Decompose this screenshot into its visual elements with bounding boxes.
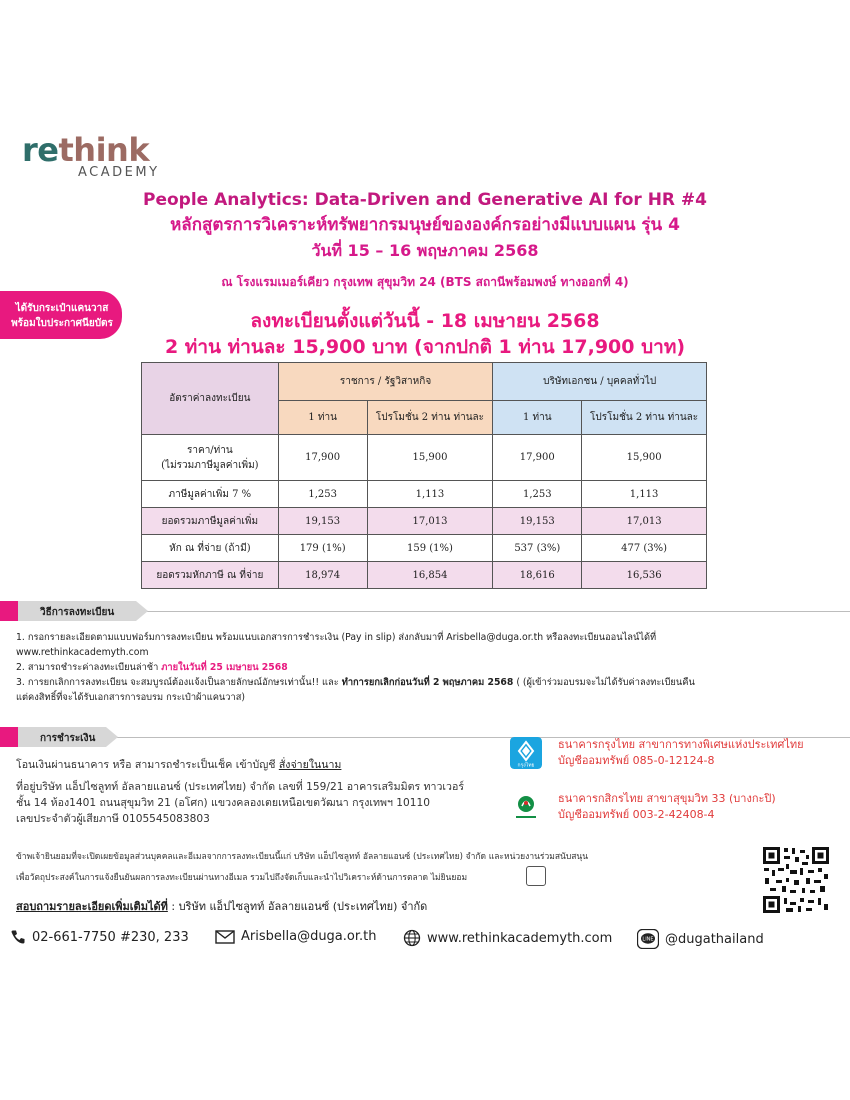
bank-account: บัญชีออมทรัพย์ 085-0-12124-8 xyxy=(558,754,715,767)
step-2-deadline: ภายในวันที่ 25 เมษายน 2568 xyxy=(161,662,288,673)
kasikorn-bank-icon xyxy=(510,791,542,823)
table-cell: 1,113 xyxy=(367,481,493,508)
step-3-cont: แต่คงสิทธิ์ที่จะได้รับเอกสารการอบรม กระเป๋าผ้าแคนวาส) xyxy=(16,692,246,703)
company-address-2: ชั้น 14 ห้อง1401 ถนนสุขุมวิท 21 (อโศก) แขวงคลองเตยเหนือเขตวัฒนา กรุงเทพฯ 10110 xyxy=(16,797,430,809)
krungthai-bank-icon xyxy=(510,737,542,769)
line-app-icon xyxy=(637,929,659,949)
row-label: ภาษีมูลค่าเพิ่ม 7 % xyxy=(142,481,279,508)
registration-deadline: ลงทะเบียนตั้งแต่วันนี้ - 18 เมษายน 2568 xyxy=(250,310,600,332)
table-cell: 18,616 xyxy=(493,562,582,589)
inquiry-value: : บริษัท แอ็ปไซลูทท์ อัลลายแอนซ์ (ประเทศไทย) จำกัด xyxy=(167,900,428,913)
table-row xyxy=(142,508,707,535)
table-cell: 19,153 xyxy=(493,508,582,535)
table-cell: 1,253 xyxy=(493,481,582,508)
step-3 xyxy=(16,675,836,690)
table-cell: 1,113 xyxy=(582,481,707,508)
line-id: @dugathailand xyxy=(665,931,764,947)
inquiry-label: สอบถามรายละเอียดเพิ่มเติมได้ที่ xyxy=(16,900,168,913)
inquiry-line xyxy=(16,897,427,915)
phone-number: 02-661-7750 #230, 233 xyxy=(32,929,189,945)
consent-decline-checkbox[interactable] xyxy=(526,866,546,886)
rethink-academy-logo xyxy=(22,133,160,180)
logo-wordmark xyxy=(22,133,160,167)
logo-part-re: re xyxy=(22,131,59,169)
step-2 xyxy=(16,660,836,675)
badge-line-1: ได้รับกระเป๋าแคนวาส xyxy=(15,303,109,314)
step-2-text: 2. สามารถชำระค่าลงทะเบียนล่าช้า xyxy=(16,662,162,673)
table-cell: 18,974 xyxy=(278,562,367,589)
table-row xyxy=(142,562,707,589)
row-label-line-2: (ไม่รวมภาษีมูลค่าเพิ่ม) xyxy=(161,459,259,471)
course-date: วันที่ 15 – 16 พฤษภาคม 2568 xyxy=(311,241,539,260)
fee-group-government: ราชการ / รัฐวิสาหกิจ xyxy=(278,363,493,401)
step-1-text: 1. กรอกรายละเอียดตามแบบฟอร์มการลงทะเบียน พร้อมแนบเอกสารการชำระเงิน (Pay in slip) ส่งกลับมาที่ Arisbella@duga.or.th หรือลงทะเบียนออนไลน์ได้ที่ xyxy=(16,632,657,643)
consent-text-1: ข้าพเจ้ายินยอมที่จะเปิดเผยข้อมูลส่วนบุคคลและอีเมลจากการลงทะเบียนนี้แก่ บริษัท แอ็ปไซลูทท์ อัลลายแอนซ์ (ประเทศไทย) จำกัด และหน่วยงานร่วมสนับสนุน xyxy=(16,852,589,862)
bank-name: ธนาคารกสิกรไทย สาขาสุขุมวิท 33 (บางกะปิ) xyxy=(558,792,776,805)
step-3-deadline: ทำการยกเลิกก่อนวันที่ 2 พฤษภาคม 2568 xyxy=(341,677,514,688)
payment-method-text: โอนเงินผ่านธนาคาร หรือ สามารถชำระเป็นเช็ค เข้าบัญชี xyxy=(16,759,279,771)
row-label-line-1: ราคา/ท่าน xyxy=(187,444,233,456)
table-cell: 17,013 xyxy=(367,508,493,535)
payment-payee-label: สั่งจ่ายในนาม xyxy=(278,759,342,771)
table-cell: 15,900 xyxy=(367,435,493,481)
registration-price: 2 ท่าน ท่านละ 15,900 บาท (จากปกติ 1 ท่าน 17,900 บาท) xyxy=(164,336,686,358)
row-label: หัก ณ ที่จ่าย (ถ้ามี) xyxy=(142,535,279,562)
table-cell: 17,900 xyxy=(493,435,582,481)
table-cell: 19,153 xyxy=(278,508,367,535)
table-cell: 15,900 xyxy=(582,435,707,481)
fee-table-corner: อัตราค่าลงทะเบียน xyxy=(142,363,279,435)
table-row xyxy=(142,535,707,562)
fee-subheader: 1 ท่าน xyxy=(278,401,367,435)
section-header-payment: การชำระเงิน xyxy=(0,727,106,747)
course-title-th: หลักสูตรการวิเคราะห์ทรัพยากรมนุษย์ขององค์กรอย่างมีแบบแผน รุ่น 4 xyxy=(170,215,680,235)
envelope-icon xyxy=(215,930,235,944)
svg-text:LINE: LINE xyxy=(642,936,654,943)
bank-name: ธนาคารกรุงไทย สาขาการทางพิเศษแห่งประเทศไทย xyxy=(558,738,804,751)
fee-table xyxy=(141,362,707,589)
registration-steps xyxy=(16,630,836,705)
course-title-en: People Analytics: Data-Driven and Generative AI for HR #4 xyxy=(142,190,707,210)
table-cell: 1,253 xyxy=(278,481,367,508)
step-1 xyxy=(16,630,836,645)
table-cell: 16,536 xyxy=(582,562,707,589)
payment-details xyxy=(16,757,486,827)
fee-subheader: 1 ท่าน xyxy=(493,401,582,435)
table-cell: 477 (3%) xyxy=(582,535,707,562)
step-3-note: ( (ผู้เข้าร่วมอบรมจะไม่ได้รับค่าลงทะเบียนคืน xyxy=(513,677,695,688)
bank-info xyxy=(558,791,840,823)
website-url: www.rethinkacademyth.com xyxy=(427,930,613,946)
contact-footer xyxy=(10,929,840,949)
company-address-1: ที่อยู่บริษัท แอ็ปไซลูทท์ อัลลายแอนซ์ (ประเทศไทย) จำกัด เลขที่ 159/21 อาคารเสริมมิตร ทาวเวอร์ xyxy=(16,781,465,793)
bank-info xyxy=(558,737,840,769)
table-row xyxy=(142,435,707,481)
table-row xyxy=(142,481,707,508)
contact-website[interactable] xyxy=(403,929,612,947)
table-cell: 159 (1%) xyxy=(367,535,493,562)
table-cell: 537 (3%) xyxy=(493,535,582,562)
payment-method xyxy=(16,757,486,773)
table-cell: 17,900 xyxy=(278,435,367,481)
table-cell: 179 (1%) xyxy=(278,535,367,562)
svg-text:กรุงไทย: กรุงไทย xyxy=(517,762,535,769)
contact-phone[interactable] xyxy=(10,929,189,945)
qr-code-icon xyxy=(762,846,830,914)
contact-email[interactable] xyxy=(215,929,376,944)
logo-subtitle: ACADEMY xyxy=(78,165,160,180)
logo-part-think: think xyxy=(58,131,150,169)
step-3-text: 3. การยกเลิกการลงทะเบียน จะสมบูรณ์ต้องแจ้งเป็นลายลักษณ์อักษรเท่านั้น!! และ xyxy=(16,677,342,688)
bank-account: บัญชีออมทรัพย์ 003-2-42408-4 xyxy=(558,808,715,821)
step-1-link[interactable]: www.rethinkacademyth.com xyxy=(16,647,149,658)
badge-line-2: พร้อมใบประกาศนียบัตร xyxy=(11,318,113,329)
phone-icon xyxy=(10,929,26,945)
contact-line[interactable] xyxy=(637,929,764,949)
registration-promo xyxy=(120,308,730,360)
table-cell: 16,854 xyxy=(367,562,493,589)
course-venue: ณ โรงแรมเมอร์เคียว กรุงเทพ สุขุมวิท 24 (BTS สถานีพร้อมพงษ์ ทางออกที่ 4) xyxy=(221,275,629,289)
fee-subheader: โปรโมชั่น 2 ท่าน ท่านละ xyxy=(582,401,707,435)
course-title-block xyxy=(0,188,850,292)
company-tax-id: เลขประจำตัวผู้เสียภาษี 0105545083803 xyxy=(16,813,210,825)
fee-subheader: โปรโมชั่น 2 ท่าน ท่านละ xyxy=(367,401,493,435)
globe-icon xyxy=(403,929,421,947)
row-label xyxy=(142,435,279,481)
fee-group-private: บริษัทเอกชน / บุคคลทั่วไป xyxy=(493,363,707,401)
bank-krungthai xyxy=(510,737,840,769)
bank-kasikorn xyxy=(510,791,840,823)
row-label: ยอดรวมหักภาษี ณ ที่จ่าย xyxy=(142,562,279,589)
row-label: ยอดรวมภาษีมูลค่าเพิ่ม xyxy=(142,508,279,535)
email-address: Arisbella@duga.or.th xyxy=(241,929,377,944)
section-header-registration: วิธีการลงทะเบียน xyxy=(0,601,136,621)
table-cell: 17,013 xyxy=(582,508,707,535)
consent-text-2: เพื่อวัตถุประสงค์ในการแจ้งยืนยันผลการลงทะเบียนผ่านทางอีเมล รวมไปถึงจัดเก็บและนำไปวิเคราะห์ด้านการตลาด ไม่ยินยอม xyxy=(16,873,468,883)
bonus-badge xyxy=(0,291,122,339)
